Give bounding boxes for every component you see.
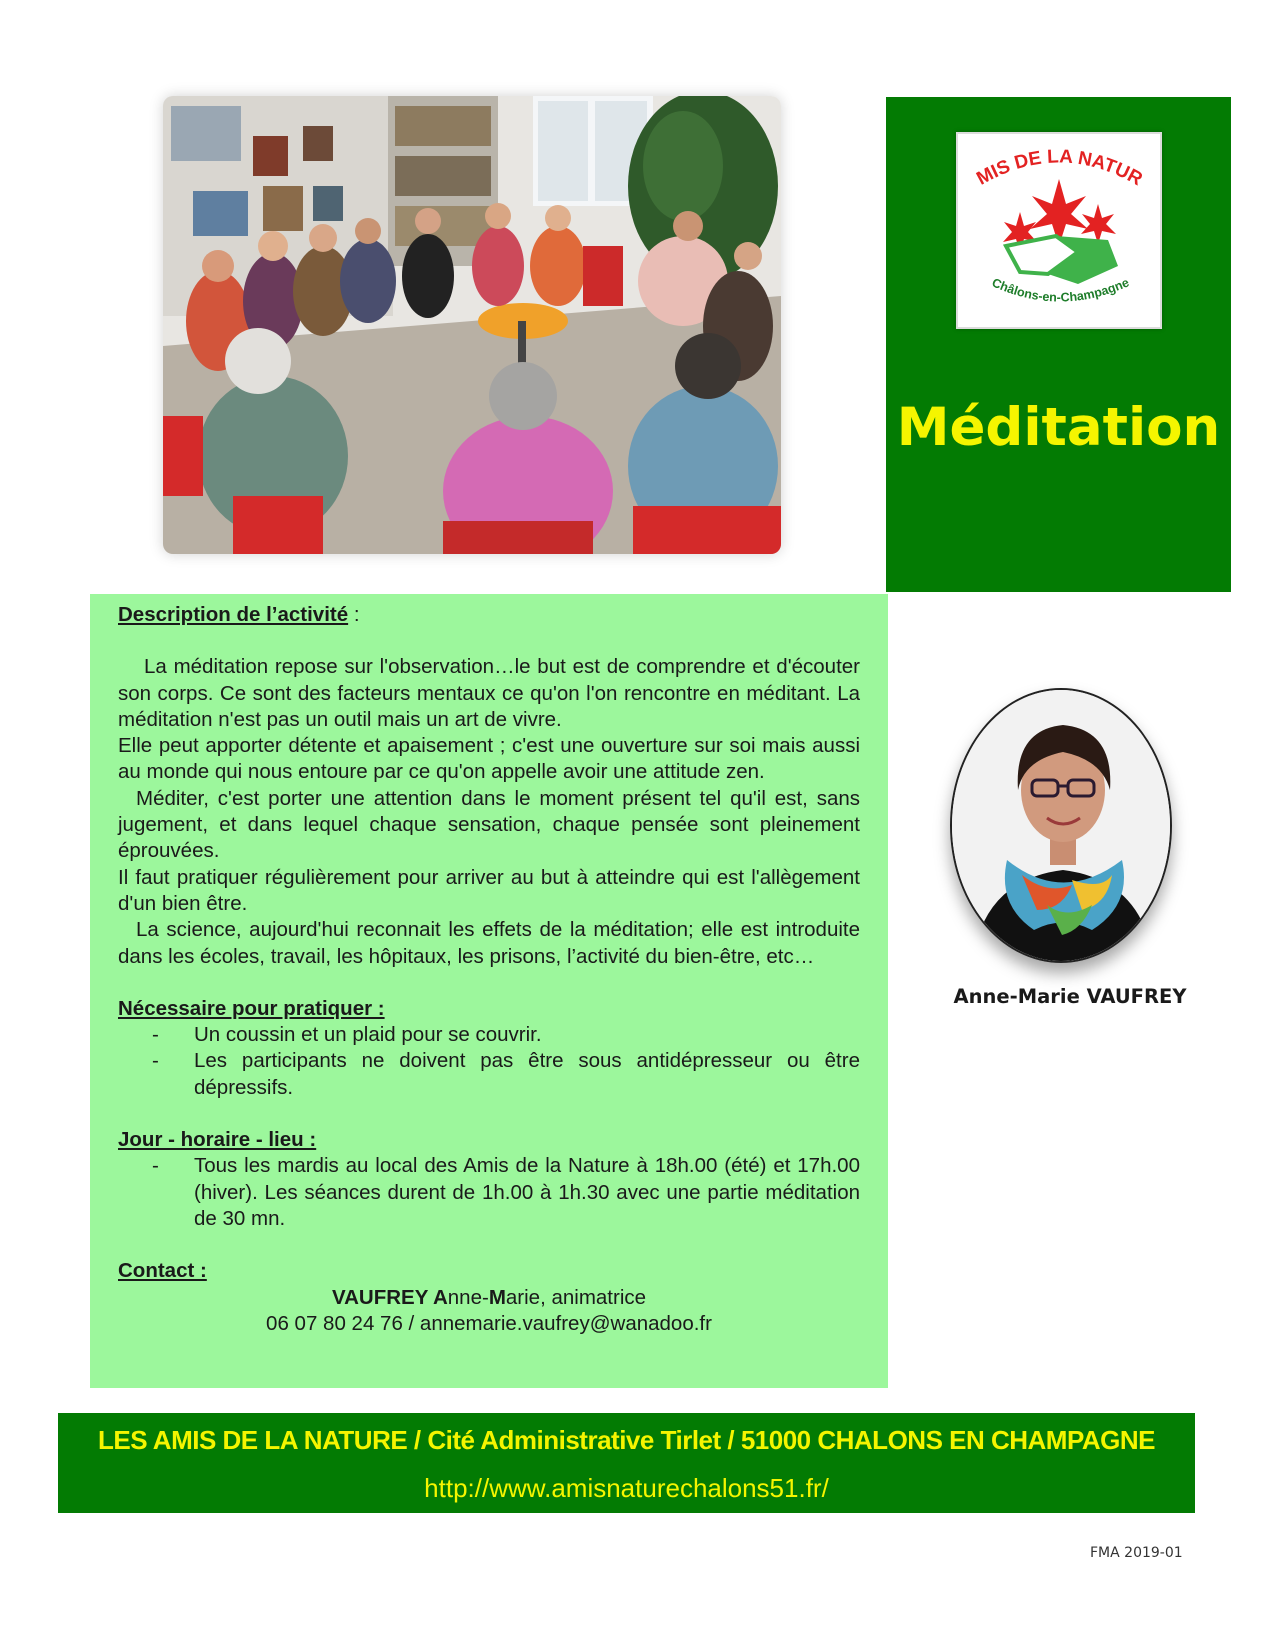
contact-phone-email: 06 07 80 24 76 / annemarie.vaufrey@wanadoo.fr [266, 1311, 712, 1335]
contact-name [118, 1285, 860, 1311]
necessaire-item: Les participants ne doivent pas être sous antidépresseur ou être dépressifs. [194, 1049, 860, 1099]
document-reference: FMA 2019-01 [1090, 1545, 1183, 1561]
list-item: - Un coussin et un plaid pour se couvrir. [118, 1022, 860, 1048]
portrait-caption: Anne-Marie VAUFREY [953, 985, 1187, 1008]
necessaire-item: Un coussin et un plaid pour se couvrir. [194, 1023, 542, 1047]
footer-address: LES AMIS DE LA NATURE / Cité Administrative Tirlet / 51000 CHALONS EN CHAMPAGNE [97, 1425, 1155, 1455]
description-heading-suffix: : [348, 603, 360, 626]
contact-name-bold: M [488, 1285, 506, 1309]
necessaire-heading: Nécessaire pour pratiquer : [118, 996, 385, 1020]
logo-top-text: MIS DE LA NATUR [973, 146, 1146, 191]
contact-name-regular: nne- [447, 1285, 489, 1309]
page-title: Méditation [896, 397, 1221, 458]
footer-website-link[interactable]: http://www.amisnaturechalons51.fr/ [424, 1473, 829, 1503]
jour-item: Tous les mardis au local des Amis de la Nature à 18h.00 (été) et 17h.00 (hiver). Les séances durent de 1h.00 à 1h.30 avec une partie méditation de 30 mn. [194, 1154, 860, 1230]
group-meditation-photo [163, 96, 781, 554]
list-item: - Les participants ne doivent pas être sous antidépresseur ou être dépressifs. [118, 1048, 860, 1101]
title-panel [886, 97, 1231, 592]
description-paragraph: La science, aujourd'hui reconnait les effets de la méditation; elle est introduite dans les écoles, travail, les hôpitaux, les prisons, l’activité du bien-être, etc… [118, 918, 860, 968]
portrait [950, 688, 1172, 963]
description-panel [90, 594, 888, 1388]
description-paragraph: Méditer, c'est porter une attention dans le moment présent tel qu'il est, sans jugement, et dans lequel chaque sensation, chaque pensée sont pleinement éprouvées. [118, 786, 860, 863]
contact-name-regular: arie, animatrice [505, 1285, 647, 1309]
footer-banner [58, 1413, 1195, 1513]
description-paragraph: La méditation repose sur l'observation…le but est de comprendre et d'écouter son corps. Ce sont des facteurs mentaux ce qu'on l'on rencontre en méditant. La méditation n'est pas un outil mais un art de vivre. [118, 655, 860, 731]
logo-bottom-text: Châlons-en-Champagne [989, 275, 1132, 305]
handshake-icon [1006, 236, 1118, 284]
description-paragraph: Il faut pratiquer régulièrement pour arriver au but à atteindre qui est l'allègement d'un bien être. [118, 865, 860, 915]
contact-name-bold: VAUFREY A [331, 1285, 448, 1309]
description-heading-row [118, 602, 860, 628]
description-paragraph: Elle peut apporter détente et apaisement ; c'est une ouverture sur soi mais aussi au monde qui nous entoure par ce qu'on appelle avoir une attitude zen. [118, 734, 860, 784]
svg-text:AMIS DE LA NATURE [958, 134, 1146, 190]
jour-heading: Jour - horaire - lieu : [118, 1128, 317, 1152]
list-item: - Tous les mardis au local des Amis de la Nature à 18h.00 (été) et 17h.00 (hiver). Les séances durent de 1h.00 à 1h.30 avec une partie méditation de 30 mn. [118, 1153, 860, 1232]
contact-heading: Contact : [118, 1259, 207, 1283]
description-heading: Description de l’activité [118, 603, 349, 626]
amis-de-la-nature-logo [956, 132, 1162, 329]
svg-text:Châlons-en-Champagne [990, 275, 1131, 304]
